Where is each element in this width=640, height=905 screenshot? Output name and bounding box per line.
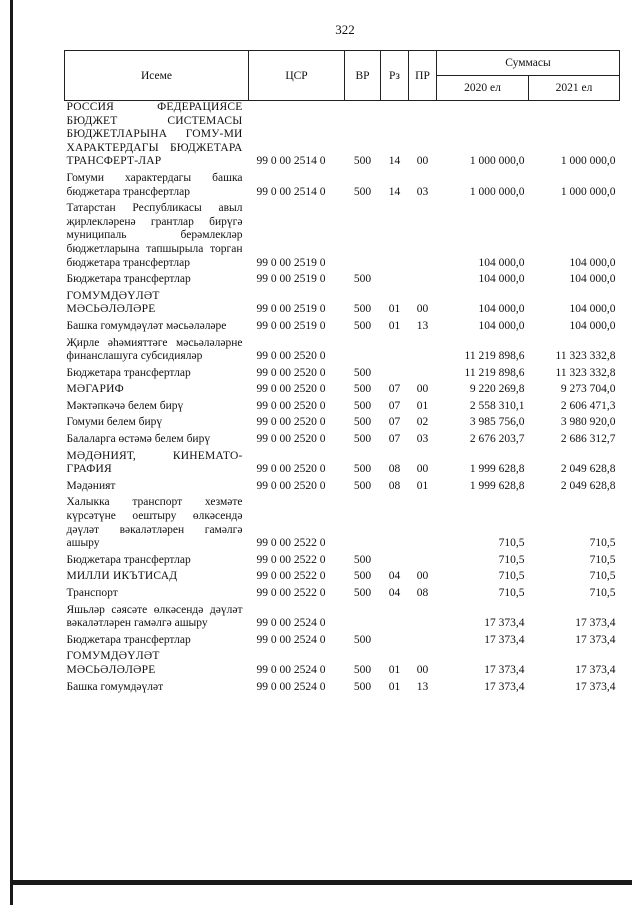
cell-y1: 11 219 898,6	[464, 350, 525, 363]
cell-y2: 1 000 000,0	[560, 155, 616, 168]
cell-vr	[345, 199, 381, 270]
table-row	[65, 380, 620, 397]
cell-y1: 17 373,4	[484, 663, 525, 676]
cell-pr: 00	[416, 570, 429, 583]
header-year-2021: 2021 ел	[529, 76, 620, 101]
cell-pr	[409, 551, 437, 568]
cell-rz: 08	[388, 463, 401, 476]
cell-pr	[409, 493, 437, 550]
cell-csr: 99 0 00 2520 0	[256, 416, 326, 429]
cell-csr: 99 0 00 2520 0	[256, 350, 326, 363]
budget-table	[64, 50, 620, 694]
cell-csr: 99 0 00 2520 0	[256, 366, 326, 379]
table-row	[65, 334, 620, 364]
cell-csr: 99 0 00 2520 0	[256, 479, 326, 492]
table-row	[65, 584, 620, 601]
cell-pr: 02	[416, 416, 429, 429]
table-row	[65, 551, 620, 568]
cell-vr	[345, 334, 381, 364]
cell-pr: 00	[416, 155, 429, 168]
cell-csr: 99 0 00 2520 0	[256, 433, 326, 446]
table-row	[65, 101, 620, 169]
cell-name: Татарстан Республикасы авыл җирлекләренә грантлар бирүгә муниципаль берәмлекләр бюджетларына тапшырыла торган бюджетара трансфертлар	[66, 202, 243, 269]
cell-y1: 104 000,0	[478, 273, 525, 286]
cell-name: Гомуми характердагы башка бюджетара трансфертлар	[66, 171, 243, 198]
cell-csr: 99 0 00 2519 0	[256, 273, 326, 286]
cell-pr: 13	[416, 319, 429, 332]
table-row	[65, 493, 620, 550]
cell-rz	[381, 199, 409, 270]
table-row	[65, 413, 620, 430]
cell-csr: 99 0 00 2520 0	[256, 399, 326, 412]
scan-edge-left	[10, 0, 13, 905]
cell-vr: 500	[353, 479, 372, 492]
cell-name: Бюджетара трансфертлар	[66, 553, 191, 566]
cell-csr: 99 0 00 2520 0	[256, 463, 326, 476]
cell-y2: 710,5	[589, 537, 616, 550]
cell-pr: 03	[416, 185, 429, 198]
cell-rz: 04	[388, 570, 401, 583]
cell-name: Яшьләр сәясәте өлкәсендә дәүләт вәкаләтләрен гамәлгә ашыру	[66, 603, 243, 630]
cell-csr: 99 0 00 2524 0	[256, 680, 326, 693]
cell-y2: 2 049 628,8	[560, 479, 616, 492]
cell-y1: 104 000,0	[478, 319, 525, 332]
cell-vr: 500	[353, 570, 372, 583]
cell-name: МӘГАРИФ	[66, 383, 124, 396]
cell-y1: 17 373,4	[484, 617, 525, 630]
cell-csr: 99 0 00 2522 0	[256, 537, 326, 550]
cell-y2: 710,5	[589, 553, 616, 566]
table-row	[65, 364, 620, 381]
cell-vr: 500	[353, 416, 372, 429]
table-row	[65, 317, 620, 334]
cell-y2: 17 373,4	[575, 633, 616, 646]
cell-pr: 01	[416, 479, 429, 492]
cell-y1: 9 220 269,8	[469, 383, 525, 396]
cell-csr: 99 0 00 2514 0	[256, 185, 326, 198]
cell-vr: 500	[353, 399, 372, 412]
header-rz: Рз	[381, 51, 409, 101]
cell-name: Транспорт	[66, 587, 118, 599]
table-row	[65, 678, 620, 695]
cell-rz: 14	[388, 185, 401, 198]
cell-name: РОССИЯ ФЕДЕРАЦИЯСЕ БЮДЖЕТ СИСТЕМАСЫ БЮДЖЕТЛАРЫНА ГОМУ-МИ ХАРАКТЕРДАГЫ БЮДЖЕТАРА ТРАНСФЕРТ-ЛАР	[66, 101, 243, 168]
cell-vr: 500	[353, 319, 372, 332]
table-body	[65, 101, 620, 695]
page-number: 322	[335, 22, 355, 37]
cell-y2: 17 373,4	[575, 680, 616, 693]
cell-rz	[381, 334, 409, 364]
cell-pr: 00	[416, 463, 429, 476]
cell-pr: 00	[416, 383, 429, 396]
table-row	[65, 447, 620, 477]
cell-vr: 500	[353, 303, 372, 316]
cell-rz	[381, 631, 409, 648]
cell-y1: 710,5	[498, 537, 525, 550]
table-row	[65, 477, 620, 494]
cell-name: Бюджетара трансфертлар	[66, 366, 191, 379]
cell-pr	[409, 199, 437, 270]
cell-y2: 710,5	[589, 570, 616, 583]
cell-rz: 07	[388, 433, 401, 446]
cell-name: Мәктәпкәчә белем бирү	[66, 399, 184, 412]
cell-rz: 07	[388, 383, 401, 396]
header-name: Исеме	[65, 51, 249, 101]
cell-rz	[381, 270, 409, 287]
cell-y1: 17 373,4	[484, 680, 525, 693]
cell-csr: 99 0 00 2519 0	[256, 256, 326, 269]
cell-vr: 500	[353, 680, 372, 693]
cell-csr: 99 0 00 2524 0	[256, 663, 326, 676]
cell-y2: 17 373,4	[575, 617, 616, 630]
cell-y2: 710,5	[589, 587, 616, 599]
cell-csr: 99 0 00 2524 0	[256, 633, 326, 646]
cell-vr: 500	[353, 553, 372, 566]
table-row	[65, 169, 620, 199]
cell-pr: 01	[416, 399, 429, 412]
cell-rz: 01	[388, 663, 401, 676]
cell-pr: 08	[416, 587, 429, 599]
cell-y1: 1 999 628,8	[469, 463, 525, 476]
cell-csr: 99 0 00 2522 0	[256, 553, 326, 566]
cell-y1: 17 373,4	[484, 633, 525, 646]
cell-y1: 3 985 756,0	[469, 416, 525, 429]
cell-vr: 500	[353, 463, 372, 476]
table-row	[65, 270, 620, 287]
table-row	[65, 601, 620, 631]
cell-y2: 17 373,4	[575, 663, 616, 676]
cell-y1: 2 558 310,1	[469, 399, 525, 412]
header-csr: ЦСР	[249, 51, 345, 101]
cell-y1: 104 000,0	[478, 256, 525, 269]
cell-name: Бюджетара трансфертлар	[66, 273, 191, 286]
cell-y2: 104 000,0	[569, 319, 616, 332]
table-row	[65, 567, 620, 584]
cell-pr	[409, 601, 437, 631]
cell-vr: 500	[353, 273, 372, 286]
cell-y2: 11 323 332,8	[555, 350, 616, 363]
cell-pr: 00	[416, 663, 429, 676]
cell-y1: 1 000 000,0	[469, 155, 525, 168]
cell-y1: 2 676 203,7	[469, 433, 525, 446]
cell-y2: 104 000,0	[569, 303, 616, 316]
cell-y2: 2 686 312,7	[560, 433, 616, 446]
cell-csr: 99 0 00 2522 0	[256, 570, 326, 583]
table-header	[65, 51, 620, 101]
cell-y1: 11 219 898,6	[464, 366, 525, 379]
cell-pr: 03	[416, 433, 429, 446]
cell-rz: 07	[388, 416, 401, 429]
cell-name: Халыкка транспорт хезмәте күрсәтүне оештыру өлкәсендә дәүләт вәкаләтләрен гамәлгә ашыру	[66, 496, 243, 550]
cell-y1: 1 000 000,0	[469, 185, 525, 198]
cell-y1: 104 000,0	[478, 303, 525, 316]
cell-vr: 500	[353, 587, 372, 599]
cell-rz: 08	[388, 479, 401, 492]
cell-y2: 3 980 920,0	[560, 416, 616, 429]
cell-vr: 500	[353, 433, 372, 446]
cell-name: ГОМУМДӘҮЛӘТ МӘСЬӘЛӘЛӘРЕ	[66, 650, 160, 676]
cell-rz: 14	[388, 155, 401, 168]
cell-name: ГОМУМДӘҮЛӘТ МӘСЬӘЛӘЛӘРЕ	[66, 289, 160, 316]
cell-y2: 2 606 471,3	[560, 399, 616, 412]
cell-y2: 9 273 704,0	[560, 383, 616, 396]
cell-y2: 104 000,0	[569, 273, 616, 286]
cell-y2: 11 323 332,8	[555, 366, 616, 379]
cell-vr	[345, 493, 381, 550]
cell-y1: 710,5	[498, 570, 525, 583]
cell-vr: 500	[353, 366, 372, 379]
cell-vr: 500	[353, 633, 372, 646]
cell-rz	[381, 493, 409, 550]
cell-csr: 99 0 00 2519 0	[256, 303, 326, 316]
cell-csr: 99 0 00 2519 0	[256, 319, 326, 332]
header-year-2020: 2020 ел	[437, 76, 529, 101]
header-pr: ПР	[409, 51, 437, 101]
table-row	[65, 647, 620, 677]
cell-csr: 99 0 00 2520 0	[256, 383, 326, 396]
cell-y2: 104 000,0	[569, 256, 616, 269]
cell-name: Җирле әһәмияттәге мәсьәләләрне финанслашуга субсидияләр	[66, 336, 243, 363]
cell-rz	[381, 601, 409, 631]
cell-rz: 04	[388, 587, 401, 599]
cell-name: Бюджетара трансфертлар	[66, 633, 191, 646]
cell-name: Балаларга өстәмә белем бирү	[66, 433, 211, 446]
cell-vr: 500	[353, 185, 372, 198]
cell-pr	[409, 334, 437, 364]
cell-name: МӘДӘНИЯТ, КИНЕМАТО-ГРАФИЯ	[66, 449, 243, 476]
cell-pr: 13	[416, 680, 429, 693]
cell-rz	[381, 551, 409, 568]
cell-pr: 00	[416, 303, 429, 316]
cell-vr	[345, 601, 381, 631]
scan-edge-bottom	[10, 880, 632, 885]
cell-rz: 01	[388, 680, 401, 693]
cell-pr	[409, 631, 437, 648]
budget-table-container	[64, 50, 619, 694]
table-row	[65, 631, 620, 648]
header-vr: ВР	[345, 51, 381, 101]
cell-y2: 1 000 000,0	[560, 185, 616, 198]
cell-csr: 99 0 00 2522 0	[256, 587, 326, 599]
cell-name: Мәдәният	[66, 479, 116, 492]
cell-csr: 99 0 00 2524 0	[256, 617, 326, 630]
cell-y1: 710,5	[498, 553, 525, 566]
cell-vr: 500	[353, 155, 372, 168]
cell-name: Гомуми белем бирү	[66, 416, 163, 429]
cell-pr	[409, 270, 437, 287]
table-row	[65, 287, 620, 317]
cell-name: МИЛЛИ ИКЪТИСАД	[66, 570, 178, 583]
table-row	[65, 430, 620, 447]
cell-rz	[381, 364, 409, 381]
cell-y1: 710,5	[498, 587, 525, 599]
cell-rz: 01	[388, 319, 401, 332]
cell-rz: 01	[388, 303, 401, 316]
cell-vr: 500	[353, 383, 372, 396]
cell-rz: 07	[388, 399, 401, 412]
cell-name: Башка гомумдәүләт мәсьәләләре	[66, 319, 227, 332]
cell-pr	[409, 364, 437, 381]
table-row	[65, 199, 620, 270]
cell-vr: 500	[353, 663, 372, 676]
cell-name: Башка гомумдәүләт	[66, 680, 164, 693]
header-sum: Суммасы	[437, 51, 620, 76]
table-row	[65, 397, 620, 414]
cell-csr: 99 0 00 2514 0	[256, 155, 326, 168]
cell-y1: 1 999 628,8	[469, 479, 525, 492]
cell-y2: 2 049 628,8	[560, 463, 616, 476]
